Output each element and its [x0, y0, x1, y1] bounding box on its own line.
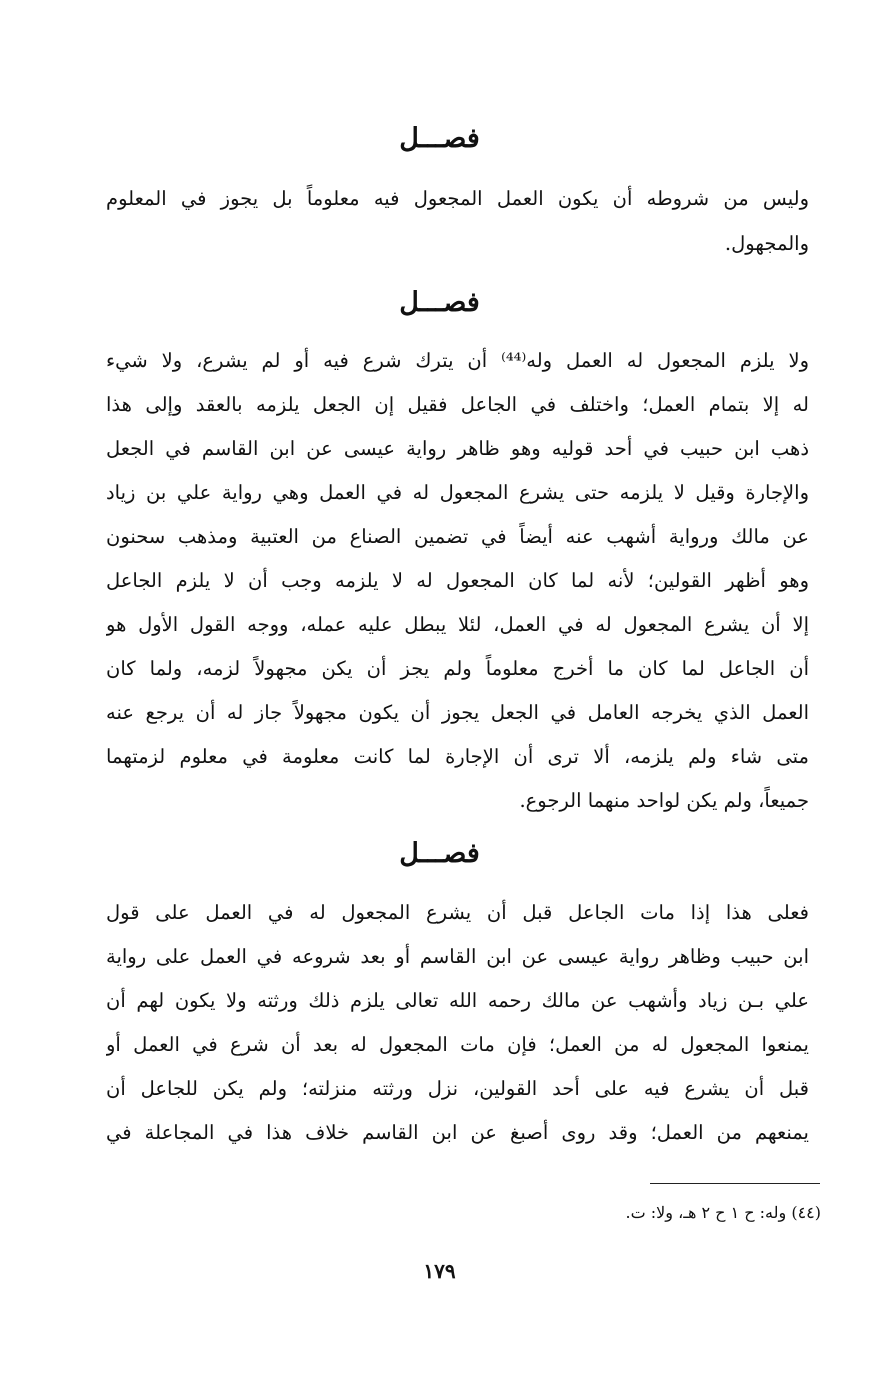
paragraph-2-line-5: عن مالك ورواية أشهب عنه أيضاً في تضمين الصناع من العتبية ومذهب سحنون: [106, 525, 809, 548]
paragraph-2-line-8: أن الجاعل لما كان ما أخرج معلوماً ولم يجز أن يكن مجهولاً لزمه، ولما كان: [106, 657, 809, 680]
paragraph-2-line-10: متى شاء ولم يلزمه، ألا ترى أن الإجارة لما كانت معلومة في معلوم لزمتهما: [106, 745, 809, 768]
paragraph-3-line-1: فعلى هذا إذا مات الجاعل قبل أن يشرع المجعول له في العمل على قول: [106, 901, 809, 924]
paragraph-2-line-11: جميعاً، ولم يكن لواحد منهما الرجوع.: [519, 789, 809, 812]
paragraph-1-line-1: وليس من شروطه أن يكون العمل المجعول فيه معلوماً بل يجوز في المعلوم: [106, 187, 809, 210]
paragraph-2-line-7: إلا أن يشرع المجعول له في العمل، لئلا يبطل عليه عمله، ووجه القول الأول هو: [106, 613, 809, 636]
section-heading-1: فصـــل: [399, 123, 480, 154]
paragraph-2-line-6: وهو أظهر القولين؛ لأنه لما كان المجعول له لا يلزمه وجب أن لا يلزم الجاعل: [106, 569, 809, 592]
paragraph-1-line-2: والمجهول.: [724, 232, 809, 255]
paragraph-3-line-4: يمنعوا المجعول له من العمل؛ فإن مات المجعول له بعد أن شرع في العمل أو: [106, 1033, 809, 1056]
paragraph-2-line-9: العمل الذي يخرجه العامل في الجعل يجوز أن يكون مجهولاً جاز له أن يرجع عنه: [106, 701, 809, 724]
paragraph-3-line-3: علي بـن زياد وأشهب عن مالك رحمه الله تعالى يلزم ذلك ورثته ولا يكون لهم أن: [106, 989, 809, 1012]
paragraph-2-line-4: والإجارة وقيل لا يلزمه حتى يشرع المجعول له في العمل وهي رواية علي بن زياد: [106, 481, 809, 504]
page-number: ١٧٩: [423, 1259, 456, 1283]
section-heading-2: فصـــل: [399, 287, 480, 318]
paragraph-2-line-2: له إلا بتمام العمل؛ واختلف في الجاعل فقيل إن الجعل يلزمه بالعقد وإلى هذا: [106, 393, 809, 416]
footnote-44: (٤٤) وله: ح ١ ح ٢ هـ، ولا: ت.: [625, 1203, 821, 1222]
paragraph-3-line-2: ابن حبيب وظاهر رواية عيسى عن ابن القاسم أو بعد شروعه في العمل على رواية: [106, 945, 809, 968]
paragraph-3-line-6: يمنعهم من العمل؛ وقد روى أصبغ عن ابن القاسم خلاف هذا في المجاعلة في: [106, 1121, 809, 1144]
paragraph-2-line-1: ولا يلزم المجعول له العمل وله⁽⁴⁴⁾ أن يترك شرع فيه أو لم يشرع، ولا شيء: [106, 349, 809, 372]
footnote-separator: [650, 1183, 820, 1184]
paragraph-3-line-5: قبل أن يشرع فيه على أحد القولين، نزل ورثته منزلته؛ ولم يكن للجاعل أن: [106, 1077, 809, 1100]
section-heading-3: فصـــل: [399, 838, 480, 869]
paragraph-2-line-3: ذهب ابن حبيب في أحد قوليه وهو ظاهر رواية عيسى عن ابن القاسم في الجعل: [106, 437, 809, 460]
